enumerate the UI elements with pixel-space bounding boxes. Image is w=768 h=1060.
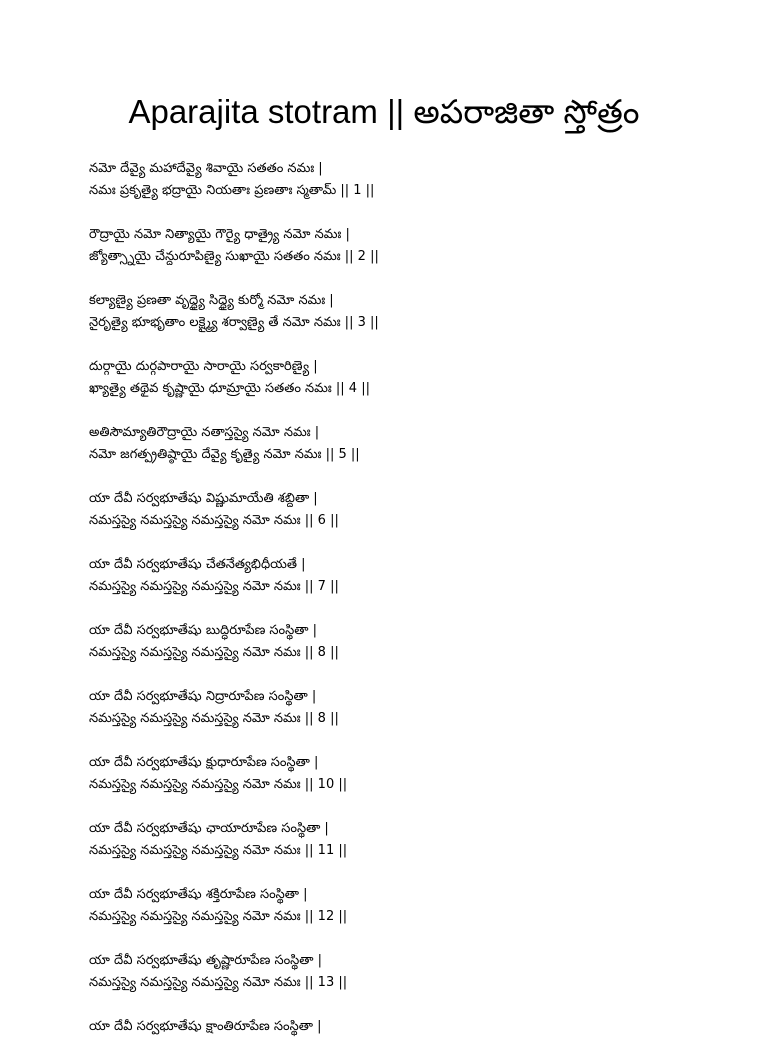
verse-line: ఖ్యాత్యై తథైవ కృష్ణాయై ధూమ్రాయై సతతం నమః || 4 || — [89, 381, 370, 396]
verse-line: యా దేవీ సర్వభూతేషు విష్ణుమాయేతి శబ్దితా | — [89, 491, 318, 506]
verse-line: యా దేవీ సర్వభూతేషు క్షుధారూపేణ సంస్థితా | — [89, 755, 319, 770]
verse-5 — [89, 422, 729, 466]
verse-line: అతిసౌమ్యాతిరౌద్రాయై నతాస్తస్యై నమో నమః | — [89, 425, 320, 440]
verse-11 — [89, 818, 729, 862]
page-title: Aparajita stotram || అపరాజితా స్తోత్రం — [128, 93, 640, 130]
verse-list — [89, 158, 729, 1060]
verse-line: నమస్తస్యై నమస్తస్యై నమస్తస్యై నమో నమః || 7 || — [89, 579, 339, 594]
verse-line: నైరృత్యై భూభృతాం లక్ష్మ్యై శర్వాణ్యై తే నమో నమః || 3 || — [89, 315, 379, 330]
verse-line: నమస్తస్యై నమస్తస్యై నమస్తస్యై నమో నమః || 6 || — [89, 513, 339, 528]
verse-line: నమస్తస్యై నమస్తస్యై నమస్తస్యై నమో నమః || 10 || — [89, 777, 348, 792]
verse-9 — [89, 686, 729, 730]
verse-6 — [89, 488, 729, 532]
verse-line: నమస్తస్యై నమస్తస్యై నమస్తస్యై నమో నమః || 8 || — [89, 645, 339, 660]
verse-line: యా దేవీ సర్వభూతేషు క్షాంతిరూపేణ సంస్థితా | — [89, 1019, 322, 1034]
verse-line: నమస్తస్యై నమస్తస్యై నమస్తస్యై నమో నమః || 8 || — [89, 711, 339, 726]
verse-2 — [89, 224, 729, 268]
verse-line: నమస్తస్యై నమస్తస్యై నమస్తస్యై నమో నమః || 11 || — [89, 843, 348, 858]
verse-line: యా దేవీ సర్వభూతేషు తృష్ణారూపేణ సంస్థితా | — [89, 953, 323, 968]
verse-line: యా దేవీ సర్వభూతేషు బుద్ధిరూపేణ సంస్థితా | — [89, 623, 317, 638]
verse-8 — [89, 620, 729, 664]
verse-line: యా దేవీ సర్వభూతేషు నిద్రారూపేణ సంస్థితా | — [89, 689, 317, 704]
verse-line: నమస్తస్యై నమస్తస్యై నమస్తస్యై నమో నమః || 13 || — [89, 975, 348, 990]
verse-12 — [89, 884, 729, 928]
verse-7 — [89, 554, 729, 598]
verse-13 — [89, 950, 729, 994]
verse-line: కల్యాణ్యై ప్రణతా వృద్ధ్యై సిద్ధ్యై కుర్మో నమో నమః | — [89, 293, 334, 308]
verse-line: దుర్గాయై దుర్గపారాయై సారాయై సర్వకారిణ్యై | — [89, 359, 318, 374]
verse-10 — [89, 752, 729, 796]
verse-line: నమః ప్రకృత్యై భద్రాయై నియతాః ప్రణతాః స్మతామ్ || 1 || — [89, 183, 375, 198]
verse-line: రౌద్రాయై నమో నిత్యాయై గౌర్యై ధాత్ర్యై నమో నమః | — [89, 227, 350, 242]
verse-line: నమస్తస్యై నమస్తస్యై నమస్తస్యై నమో నమః || 12 || — [89, 909, 348, 924]
verse-line: యా దేవీ సర్వభూతేషు శక్తిరూపేణ సంస్థితా | — [89, 887, 308, 902]
verse-line: జ్యోత్స్నాయై చేన్దురూపిణ్యై సుఖాయై సతతం నమః || 2 || — [89, 249, 379, 264]
verse-1 — [89, 158, 729, 202]
verse-4 — [89, 356, 729, 400]
verse-line: యా దేవీ సర్వభూతేషు ఛాయారూపేణ సంస్థితా | — [89, 821, 329, 836]
verse-line: యా దేవీ సర్వభూతేషు చేతనేత్యభిధీయతే | — [89, 557, 306, 572]
verse-3 — [89, 290, 729, 334]
verse-14 — [89, 1016, 729, 1038]
verse-line: నమో దేవ్యై మహాదేవ్యై శివాయై సతతం నమః | — [89, 161, 323, 176]
verse-line: నమో జగత్ప్రతిష్ఠాయై దేవ్యై కృత్యై నమో నమః || 5 || — [89, 447, 360, 462]
